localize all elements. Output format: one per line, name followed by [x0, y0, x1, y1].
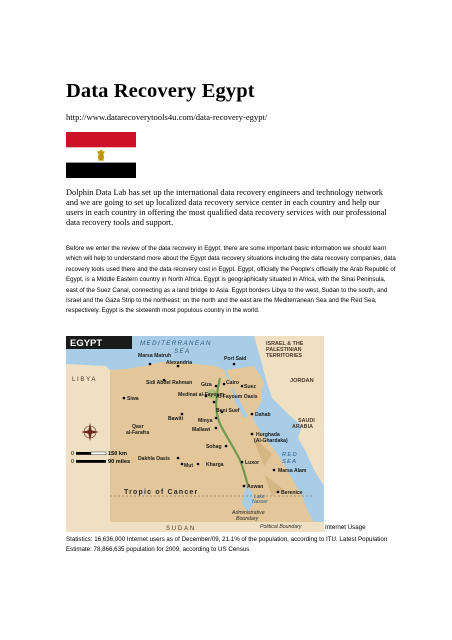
- flag-black-stripe: [66, 163, 136, 178]
- city-label: Medinat al-Fayoum: [178, 392, 225, 398]
- map-caption: Internet Usage: [325, 524, 366, 531]
- city-label: Qasr: [132, 424, 144, 430]
- city-label: Mut: [184, 463, 194, 469]
- city-label: Dahab: [255, 412, 271, 418]
- region-label: SAUDI: [298, 418, 315, 424]
- city-label: Giza: [201, 382, 212, 388]
- region-label: MEDITERRANEAN: [140, 340, 212, 347]
- region-label: Nasser: [252, 499, 268, 505]
- scale-zero-km: 0: [71, 451, 75, 457]
- egypt-flag-image: [66, 132, 136, 178]
- region-label: ISRAEL & THE: [266, 341, 304, 347]
- city-label: Sohag: [206, 444, 222, 450]
- region-label: SEA: [282, 459, 298, 465]
- region-label: PALESTINIAN: [266, 347, 302, 353]
- scale-mi-label: 90 miles: [108, 459, 131, 465]
- city-label: Cairo: [226, 380, 240, 386]
- city-label: Port Said: [224, 356, 247, 362]
- city-label: Kharga: [206, 462, 224, 468]
- city-label: Alexandria: [166, 360, 193, 366]
- city-label: Aswan: [247, 484, 264, 490]
- region-label: LIBYA: [72, 376, 98, 383]
- flag-red-stripe: [66, 132, 136, 147]
- region-label: JORDAN: [290, 378, 314, 384]
- scale-km-label: 150 km: [108, 451, 127, 457]
- city-label: Berenice: [281, 490, 303, 496]
- region-label: ARABIA: [292, 424, 313, 430]
- admin-boundary-label: Administrative: [232, 510, 265, 516]
- region-label: SEA: [174, 348, 191, 355]
- city-label: Siwa: [127, 396, 139, 402]
- region-label: TERRITORIES: [266, 353, 303, 359]
- city-label: Minya: [198, 418, 213, 424]
- city-label: Dakhla Oasis: [138, 456, 170, 462]
- statistics-paragraph: Statistics: 16,636,000 Internet users as of December/09, 21.1% of the population, according to ITU. Latest Population Estimate: 78,866,635 population for 2009, according to US Census: [66, 536, 388, 554]
- city-label: Mallawi: [192, 427, 211, 433]
- map-header-label: EGYPT: [70, 338, 103, 350]
- body-paragraph: Before we enter the review of the data recovery in Egypt, there are some important basic information we should learn which will help to understand more about the Egypt data recovery situations including the data recovery companies, data recovery tools used there and the data recovery cost in Egypt. Egypt, officially the People’s officially the Arab Republic of Egypt, is a Middle Eastern country in North Africa. Egypt is geographically situated in Africa, with the Sinai Peninsula, east of the Suez Canal, connecting as a land bridge to Asia. Egypt borders Libya to the west, Sudan to the south, and Israel and the Gaza Strip to the northeast; on the north and the east are the Mediterranean Sea and the Red Sea, respectively. Egypt is the sixteenth most populous country in the world.: [66, 245, 396, 315]
- city-label: Bawiti: [168, 416, 184, 422]
- political-boundary-label: Political Boundary: [260, 524, 302, 530]
- city-label: Suez: [244, 384, 256, 390]
- libya-region: [66, 364, 110, 532]
- city-label: Beni Suef: [216, 408, 240, 414]
- region-label: Lake: [254, 494, 265, 500]
- city-label: Luxor: [245, 460, 260, 466]
- intro-paragraph: Dolphin Data Lab has set up the international data recovery engineers and technology network and we are going to set up localized data recovery service center in each country and help our users in each country in offering the most qualified data recovery services with our professional data recovery tools and support.: [66, 188, 387, 227]
- city-label: (Al-Ghardaka): [254, 438, 288, 444]
- city-label: al-Farafra: [126, 430, 150, 436]
- admin-boundary-label: Boundary: [236, 516, 259, 522]
- city-label: Marsa Alam: [278, 468, 307, 474]
- city-label: Sidi Abdel Rahman: [146, 380, 193, 386]
- source-url-link[interactable]: http://www.datarecoverytools4u.com/data-recovery-egypt/: [66, 112, 268, 122]
- tropic-label: Tropic of Cancer: [124, 489, 199, 496]
- city-label: Marsa Matruh: [138, 353, 172, 359]
- page-title: Data Recovery Egypt: [66, 80, 255, 102]
- egypt-map-image: [66, 336, 324, 532]
- scale-zero-mi: 0: [71, 459, 75, 465]
- region-label: RED: [282, 452, 298, 458]
- city-label: Hurghada: [256, 432, 280, 438]
- region-label: SUDAN: [166, 526, 197, 532]
- city-label: Al-Fayoum Oasis: [216, 394, 258, 400]
